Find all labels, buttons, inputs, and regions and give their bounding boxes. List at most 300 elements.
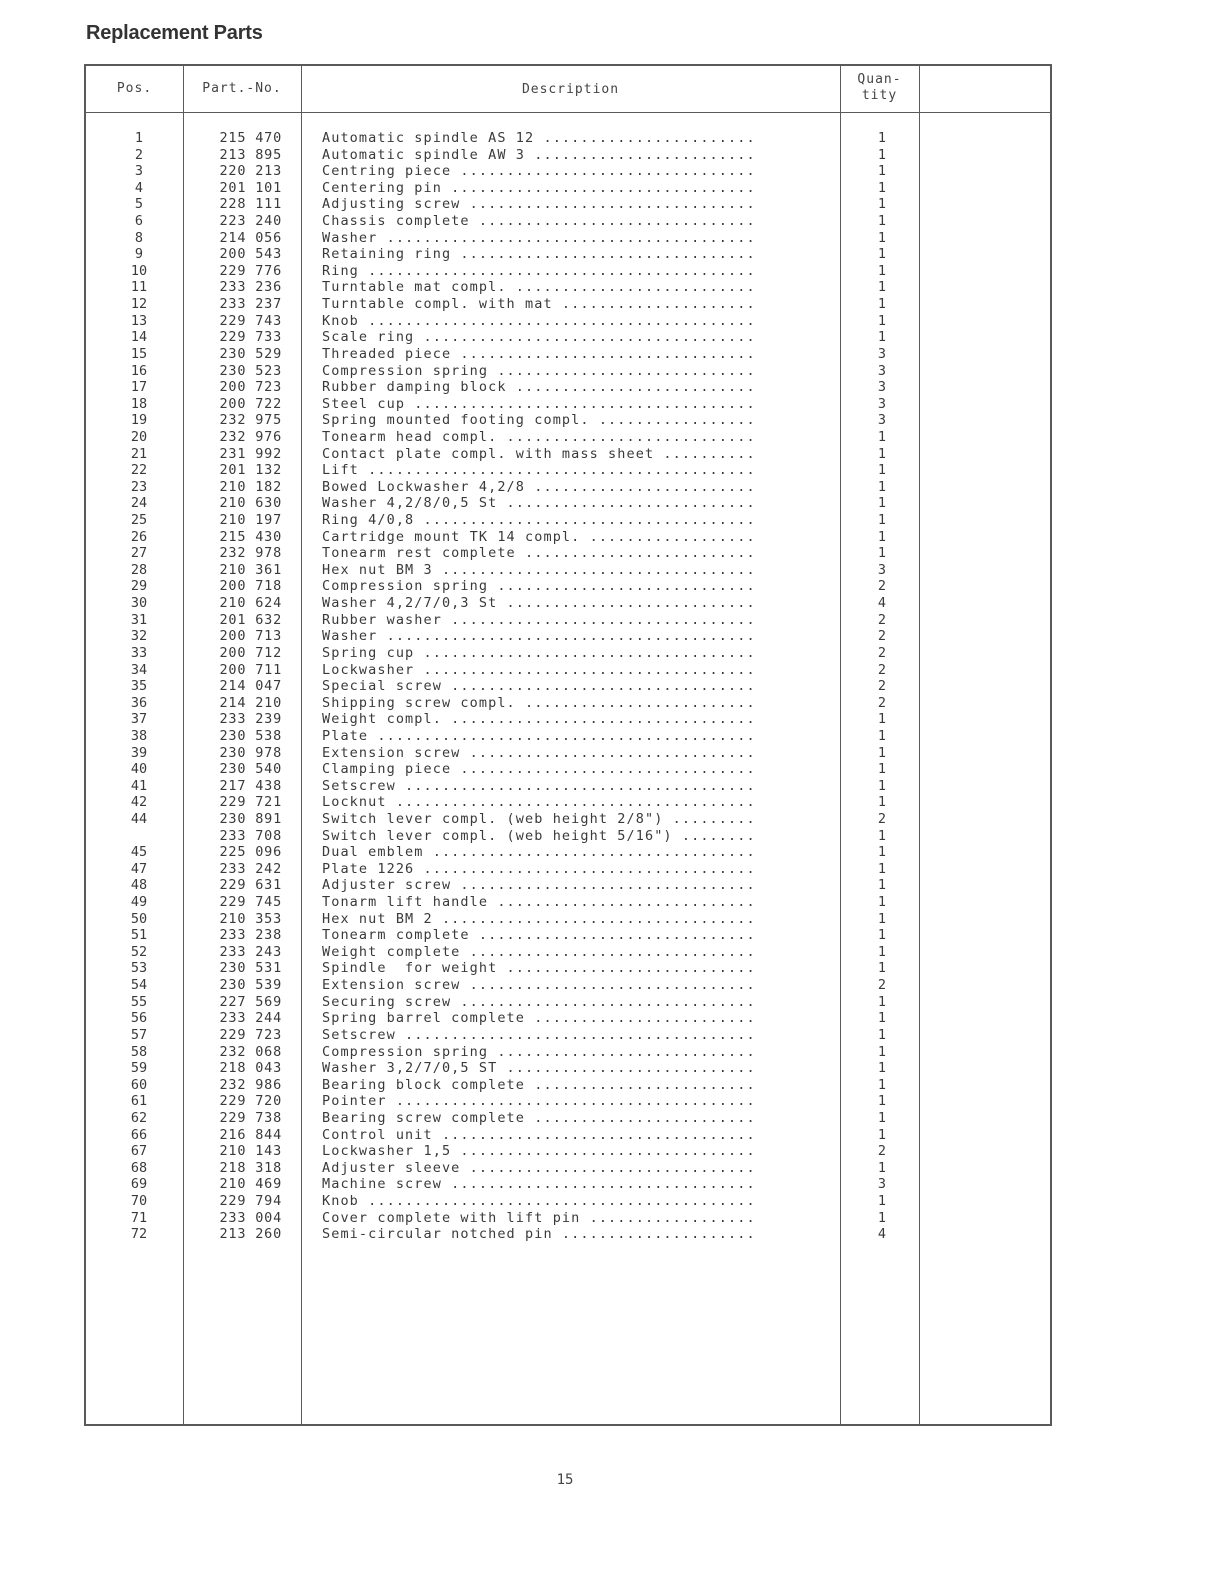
row-pos: 15 [130,345,148,362]
row-pos: 12 [130,296,148,313]
row-pos: 48 [130,877,148,894]
row-quantity: 1 [877,1193,887,1209]
row-quantity: 1 [877,727,887,744]
row-quantity: 1 [877,1076,887,1093]
table-row [86,213,1050,230]
row-quantity: 1 [877,246,887,263]
table-row [86,1176,1050,1193]
table-row [86,246,1050,263]
row-part-no: 230 891 [219,810,282,827]
row-pos: 31 [130,611,148,628]
row-part-no: 230 540 [219,761,282,778]
row-part-no: 233 244 [219,1010,282,1027]
table-row [86,778,1050,795]
row-pos: 66 [130,1126,148,1143]
table-row [86,429,1050,446]
row-pos: 56 [130,1010,148,1027]
row-quantity: 1 [877,213,887,230]
row-description: Extension screw ............................... [322,977,756,994]
row-part-no: 213 260 [219,1226,282,1243]
row-description: Spring cup .................................... [322,644,756,661]
row-pos: 71 [130,1209,148,1226]
row-part-no: 210 182 [219,478,282,495]
row-quantity: 1 [877,229,887,246]
row-part-no: 229 733 [219,329,282,346]
row-pos: 53 [130,960,148,977]
page-title: Replacement Parts [86,22,263,44]
row-part-no: 233 708 [219,827,282,844]
row-description: Semi-circular notched pin ..................... [322,1226,756,1243]
table-row [86,894,1050,911]
row-quantity: 1 [877,495,887,512]
table-row [86,230,1050,247]
table-row [86,147,1050,164]
row-description: Ring .......................................... [322,262,756,279]
row-description: Switch lever compl. (web height 5/16") ........ [322,827,756,844]
row-description: Locknut ....................................... [322,794,756,811]
row-quantity: 1 [877,711,887,728]
row-description: Dual emblem ................................... [322,844,756,861]
row-quantity: 2 [877,694,887,711]
row-quantity: 1 [877,462,887,479]
table-row [86,462,1050,479]
row-part-no: 233 243 [219,943,282,960]
row-pos: 59 [130,1060,148,1077]
row-quantity: 2 [877,611,887,628]
row-quantity: 3 [877,395,887,412]
table-row [86,745,1050,762]
row-description: Setscrew ...................................... [322,777,756,794]
row-part-no: 214 056 [219,229,282,246]
row-pos: 35 [130,678,148,695]
row-part-no: 228 111 [219,196,282,213]
row-pos: 3 [134,163,144,180]
row-quantity: 1 [877,130,887,146]
row-description: Hex nut BM 3 .................................. [322,561,756,578]
row-description: Automatic spindle AW 3 ........................ [322,146,756,163]
row-part-no: 229 743 [219,312,282,329]
row-description: Washer ........................................ [322,229,756,246]
row-part-no: 229 723 [219,1026,282,1043]
row-description: Bowed Lockwasher 4,2/8 ........................ [322,478,756,495]
row-quantity: 1 [877,196,887,213]
row-quantity: 1 [877,761,887,778]
row-pos: 14 [130,329,148,346]
row-description: Chassis complete .............................. [322,213,756,230]
table-row [86,1110,1050,1127]
row-description: Threaded piece ................................ [322,345,756,362]
row-part-no: 213 895 [219,146,282,163]
row-pos: 29 [130,578,148,595]
row-pos: 26 [130,528,148,545]
table-row [86,711,1050,728]
row-part-no: 220 213 [219,163,282,180]
table-row [86,578,1050,595]
row-quantity: 3 [877,561,887,578]
row-pos: 54 [130,977,148,994]
row-part-no: 229 721 [219,794,282,811]
row-pos: 22 [130,462,148,479]
row-description: Spring barrel complete ........................ [322,1010,756,1027]
row-description: Lockwasher 1,5 ................................ [322,1143,756,1160]
table-row [86,562,1050,579]
table-row [86,412,1050,429]
row-pos: 25 [130,512,148,529]
row-quantity: 1 [877,512,887,529]
row-pos: 40 [130,761,148,778]
row-pos: 47 [130,860,148,877]
row-quantity: 1 [877,744,887,761]
row-description: Cartridge mount TK 14 compl. .................. [322,528,756,545]
table-row [86,861,1050,878]
row-description: Retaining ring ................................ [322,246,756,263]
row-pos: 11 [130,279,148,296]
row-part-no: 210 143 [219,1143,282,1160]
row-description: Turntable mat compl. .......................... [322,279,756,296]
row-part-no: 218 043 [219,1060,282,1077]
row-part-no: 232 978 [219,545,282,562]
table-body [86,130,1050,1243]
row-part-no: 233 236 [219,279,282,296]
row-description: Washer 4,2/8/0,5 St ........................... [322,495,756,512]
table-row [86,1077,1050,1094]
row-quantity: 1 [877,1109,887,1126]
row-part-no: 227 569 [219,993,282,1010]
table-row [86,1010,1050,1027]
row-part-no: 210 197 [219,512,282,529]
table-row [86,911,1050,928]
row-pos: 52 [130,943,148,960]
table-row [86,329,1050,346]
row-part-no: 218 318 [219,1159,282,1176]
row-description: Spindle for weight ........................... [322,960,756,977]
row-quantity: 1 [877,1060,887,1077]
table-row [86,1127,1050,1144]
row-part-no: 230 529 [219,345,282,362]
row-part-no: 200 718 [219,578,282,595]
row-pos: 51 [130,927,148,944]
row-quantity: 1 [877,777,887,794]
row-part-no: 225 096 [219,844,282,861]
header-quantity-line1: Quan- [857,72,902,87]
row-pos: 18 [130,395,148,412]
row-description: Adjuster screw ................................ [322,877,756,894]
row-part-no: 210 469 [219,1176,282,1193]
table-row [86,994,1050,1011]
row-pos: 72 [130,1226,148,1243]
row-pos: 41 [130,777,148,794]
table-row [86,927,1050,944]
table-row [86,1044,1050,1061]
row-quantity: 4 [877,595,887,612]
table-row [86,1060,1050,1077]
row-part-no: 214 210 [219,694,282,711]
row-part-no: 230 978 [219,744,282,761]
row-pos: 17 [130,379,148,396]
table-row [86,645,1050,662]
row-part-no: 229 794 [219,1193,282,1209]
row-part-no: 230 523 [219,362,282,379]
table-row [86,396,1050,413]
table-row [86,1210,1050,1227]
table-row [86,794,1050,811]
table-row [86,263,1050,280]
row-pos: 57 [130,1026,148,1043]
row-pos: 42 [130,794,148,811]
table-row [86,196,1050,213]
row-quantity: 1 [877,910,887,927]
table-row [86,529,1050,546]
row-description: Washer 3,2/7/0,5 ST ........................... [322,1060,756,1077]
row-description: Adjuster sleeve ............................... [322,1159,756,1176]
header-quantity-line2: tity [861,88,898,103]
row-description: Tonarm lift handle ............................ [322,894,756,911]
row-quantity: 1 [877,1043,887,1060]
row-description: Automatic spindle AS 12 ....................... [322,130,756,146]
row-part-no: 229 631 [219,877,282,894]
table-row [86,313,1050,330]
row-pos: 30 [130,595,148,612]
table-row [86,1027,1050,1044]
row-part-no: 233 004 [219,1209,282,1226]
row-pos: 10 [130,262,148,279]
row-pos: 4 [134,179,144,196]
row-pos: 50 [130,910,148,927]
table-row [86,545,1050,562]
row-pos: 70 [130,1193,148,1209]
row-part-no: 232 068 [219,1043,282,1060]
row-part-no: 200 712 [219,644,282,661]
row-description: Centring piece ................................ [322,163,756,180]
table-row [86,811,1050,828]
row-quantity: 1 [877,445,887,462]
row-part-no: 200 713 [219,628,282,645]
row-quantity: 2 [877,578,887,595]
row-pos: 1 [134,130,144,146]
row-quantity: 1 [877,894,887,911]
row-quantity: 3 [877,1176,887,1193]
row-description: Tonearm rest complete ......................... [322,545,756,562]
row-part-no: 210 630 [219,495,282,512]
row-part-no: 230 538 [219,727,282,744]
row-description: Compression spring ............................ [322,1043,756,1060]
row-part-no: 200 543 [219,246,282,263]
table-row [86,1093,1050,1110]
row-part-no: 200 711 [219,661,282,678]
row-quantity: 1 [877,943,887,960]
table-row [86,296,1050,313]
row-pos: 19 [130,412,148,429]
row-description: Weight complete ............................... [322,943,756,960]
row-pos: 69 [130,1176,148,1193]
row-part-no: 217 438 [219,777,282,794]
row-quantity: 1 [877,877,887,894]
row-quantity: 2 [877,1143,887,1160]
row-pos: 49 [130,894,148,911]
row-part-no: 233 238 [219,927,282,944]
row-part-no: 230 531 [219,960,282,977]
table-row [86,479,1050,496]
row-part-no: 229 745 [219,894,282,911]
table-row [86,346,1050,363]
row-part-no: 201 101 [219,179,282,196]
row-quantity: 1 [877,146,887,163]
table-row [86,363,1050,380]
parts-table [84,64,1052,1426]
row-description: Knob .......................................... [322,312,756,329]
row-description: Shipping screw compl. ......................... [322,694,756,711]
row-description: Tonearm head compl. ........................... [322,428,756,445]
row-part-no: 231 992 [219,445,282,462]
row-pos: 61 [130,1093,148,1110]
row-quantity: 1 [877,827,887,844]
row-pos: 60 [130,1076,148,1093]
table-row [86,1143,1050,1160]
row-part-no: 214 047 [219,678,282,695]
row-description: Securing screw ................................ [322,993,756,1010]
row-part-no: 216 844 [219,1126,282,1143]
row-part-no: 201 632 [219,611,282,628]
row-pos: 13 [130,312,148,329]
row-quantity: 3 [877,412,887,429]
row-description: Rubber washer ................................. [322,611,756,628]
row-quantity: 3 [877,362,887,379]
row-quantity: 1 [877,1159,887,1176]
row-pos: 39 [130,744,148,761]
row-quantity: 1 [877,296,887,313]
row-pos: 55 [130,993,148,1010]
table-row [86,279,1050,296]
row-quantity: 1 [877,844,887,861]
row-quantity: 1 [877,1209,887,1226]
table-row [86,612,1050,629]
table-row [86,130,1050,147]
row-quantity: 1 [877,428,887,445]
row-pos: 58 [130,1043,148,1060]
row-part-no: 200 722 [219,395,282,412]
row-quantity: 1 [877,329,887,346]
row-pos: 20 [130,428,148,445]
row-description: Bearing block complete ........................ [322,1076,756,1093]
row-quantity: 1 [877,163,887,180]
row-pos: 28 [130,561,148,578]
row-quantity: 2 [877,644,887,661]
row-description: Centering pin ................................. [322,179,756,196]
row-description: Compression spring ............................ [322,578,756,595]
row-pos: 45 [130,844,148,861]
row-part-no: 210 361 [219,561,282,578]
table-row [86,595,1050,612]
table-row [86,180,1050,197]
row-quantity: 2 [877,977,887,994]
row-quantity: 1 [877,1126,887,1143]
table-row [86,628,1050,645]
row-quantity: 1 [877,262,887,279]
table-row [86,844,1050,861]
row-quantity: 1 [877,794,887,811]
row-description: Extension screw ............................... [322,744,756,761]
row-quantity: 2 [877,810,887,827]
header-description: Description [521,82,620,97]
row-description: Plate 1226 .................................... [322,860,756,877]
table-row [86,1193,1050,1210]
row-quantity: 1 [877,1026,887,1043]
row-quantity: 1 [877,312,887,329]
table-row [86,695,1050,712]
row-pos: 16 [130,362,148,379]
row-pos: 62 [130,1109,148,1126]
row-description: Lift .......................................... [322,462,756,479]
row-pos: 44 [130,810,148,827]
row-pos: 36 [130,694,148,711]
row-part-no: 223 240 [219,213,282,230]
row-description: Ring 4/0,8 .................................... [322,512,756,529]
table-row [86,1226,1050,1243]
row-quantity: 2 [877,661,887,678]
row-quantity: 1 [877,545,887,562]
row-pos: 2 [134,146,144,163]
row-pos: 37 [130,711,148,728]
table-row [86,446,1050,463]
table-row [86,728,1050,745]
row-pos: 27 [130,545,148,562]
row-pos: 33 [130,644,148,661]
row-description: Special screw ................................. [322,678,756,695]
row-description: Scale ring .................................... [322,329,756,346]
row-quantity: 1 [877,478,887,495]
row-description: Setscrew ...................................... [322,1026,756,1043]
row-description: Spring mounted footing compl. ................. [322,412,756,429]
row-pos: 32 [130,628,148,645]
table-row [86,379,1050,396]
table-row [86,960,1050,977]
row-description: Rubber damping block .......................... [322,379,756,396]
row-description: Washer ........................................ [322,628,756,645]
row-description: Hex nut BM 2 .................................. [322,910,756,927]
row-quantity: 1 [877,960,887,977]
table-row [86,163,1050,180]
row-description: Turntable compl. with mat ..................... [322,296,756,313]
row-quantity: 2 [877,628,887,645]
row-part-no: 210 624 [219,595,282,612]
row-quantity: 1 [877,993,887,1010]
row-pos: 67 [130,1143,148,1160]
row-part-no: 230 539 [219,977,282,994]
row-part-no: 210 353 [219,910,282,927]
table-row [86,512,1050,529]
row-part-no: 201 132 [219,462,282,479]
row-part-no: 233 239 [219,711,282,728]
row-description: Bearing screw complete ........................ [322,1109,756,1126]
header-divider [86,112,1050,113]
row-quantity: 1 [877,179,887,196]
row-part-no: 232 975 [219,412,282,429]
header-quantity [840,72,919,104]
row-quantity: 4 [877,1226,887,1243]
row-quantity: 2 [877,678,887,695]
row-description: Plate ......................................... [322,727,756,744]
row-quantity: 1 [877,927,887,944]
table-row [86,678,1050,695]
table-row [86,828,1050,845]
row-description: Adjusting screw ............................... [322,196,756,213]
row-pos: 24 [130,495,148,512]
row-pos: 8 [134,229,144,246]
row-description: Cover complete with lift pin .................. [322,1209,756,1226]
row-pos: 21 [130,445,148,462]
header-pos: Pos. [116,81,153,96]
row-description: Steel cup ..................................... [322,395,756,412]
